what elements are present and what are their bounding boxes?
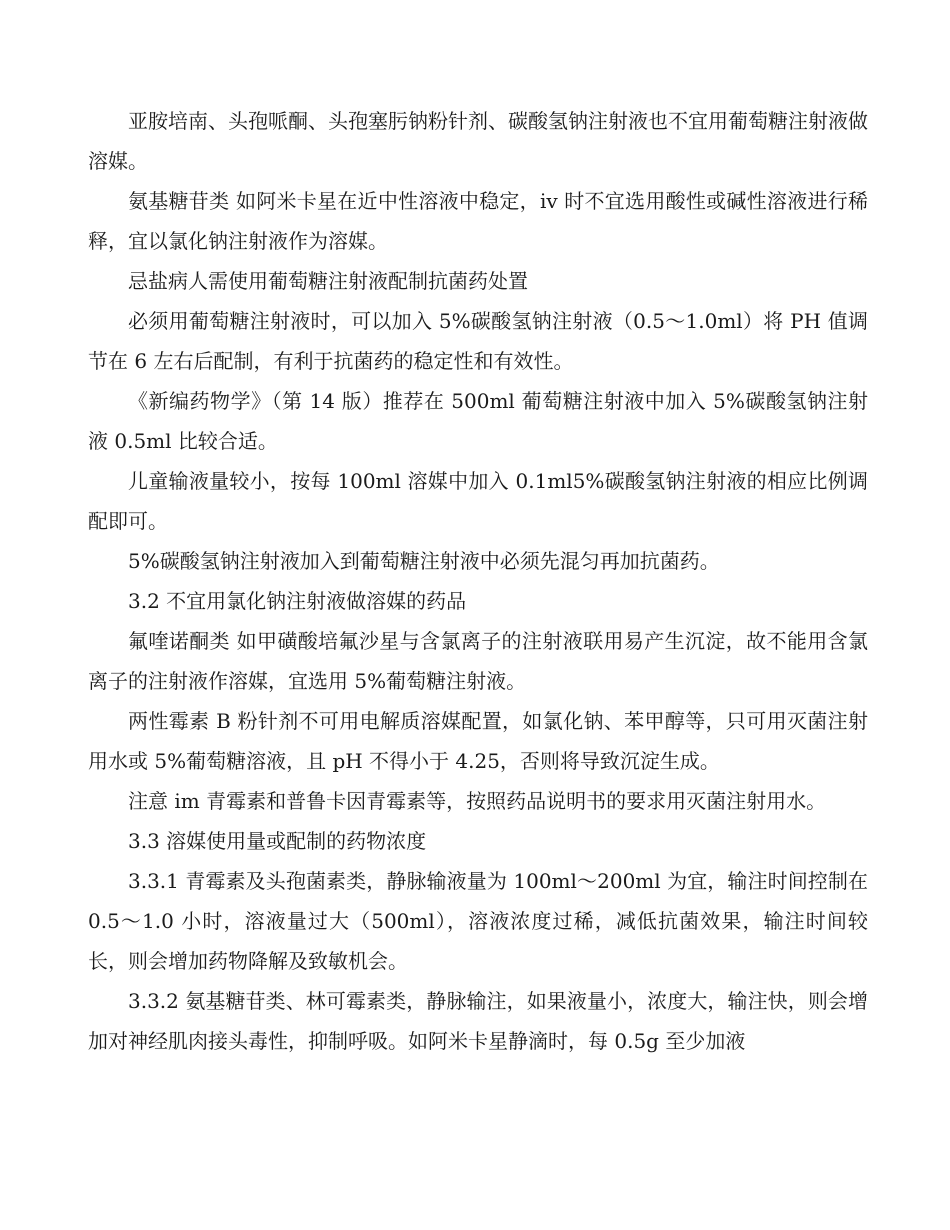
section-heading: 3.2 不宜用氯化钠注射液做溶媒的药品: [128, 589, 467, 613]
section-heading: 3.3 溶媒使用量或配制的药物浓度: [128, 829, 427, 853]
document-body: [88, 101, 868, 1061]
paragraph: 3.3.1 青霉素及头孢菌素类，静脉输液量为 100ml～200ml 为宜，输注时间控制在 0.5～1.0 小时，溶液量过大（500ml），溶液浓度过稀，减低抗菌效果，输注时间较长，则会增加药物降解及致敏机会。: [88, 869, 868, 973]
paragraph: 必须用葡萄糖注射液时，可以加入 5%碳酸氢钠注射液（0.5～1.0ml）将 PH 值调节在 6 左右后配制，有利于抗菌药的稳定性和有效性。: [88, 309, 868, 373]
paragraph: 《新编药物学》（第 14 版）推荐在 500ml 葡萄糖注射液中加入 5%碳酸氢钠注射液 0.5ml 比较合适。: [88, 389, 868, 453]
paragraph: 亚胺培南、头孢哌酮、头孢塞肟钠粉针剂、碳酸氢钠注射液也不宜用葡萄糖注射液做溶媒。: [88, 109, 868, 173]
paragraph: 3.3.2 氨基糖苷类、林可霉素类，静脉输注，如果液量小，浓度大，输注快，则会增加对神经肌肉接头毒性，抑制呼吸。如阿米卡星静滴时，每 0.5g 至少加液: [88, 989, 868, 1053]
paragraph: 忌盐病人需使用葡萄糖注射液配制抗菌药处置: [128, 269, 528, 293]
paragraph: 儿童输液量较小，按每 100ml 溶媒中加入 0.1ml5%碳酸氢钠注射液的相应比例调配即可。: [88, 469, 868, 533]
paragraph: 氟喹诺酮类 如甲磺酸培氟沙星与含氯离子的注射液联用易产生沉淀，故不能用含氯离子的注射液作溶媒，宜选用 5%葡萄糖注射液。: [88, 629, 868, 693]
paragraph: 两性霉素 B 粉针剂不可用电解质溶媒配置，如氯化钠、苯甲醇等，只可用灭菌注射用水或 5%葡萄糖溶液，且 pH 不得小于 4.25，否则将导致沉淀生成。: [88, 709, 868, 773]
paragraph: 注意 im 青霉素和普鲁卡因青霉素等，按照药品说明书的要求用灭菌注射用水。: [128, 789, 827, 813]
paragraph: 5%碳酸氢钠注射液加入到葡萄糖注射液中必须先混匀再加抗菌药。: [128, 549, 720, 573]
paragraph: 氨基糖苷类 如阿米卡星在近中性溶液中稳定，iv 时不宜选用酸性或碱性溶液进行稀释，宜以氯化钠注射液作为溶媒。: [88, 189, 868, 253]
